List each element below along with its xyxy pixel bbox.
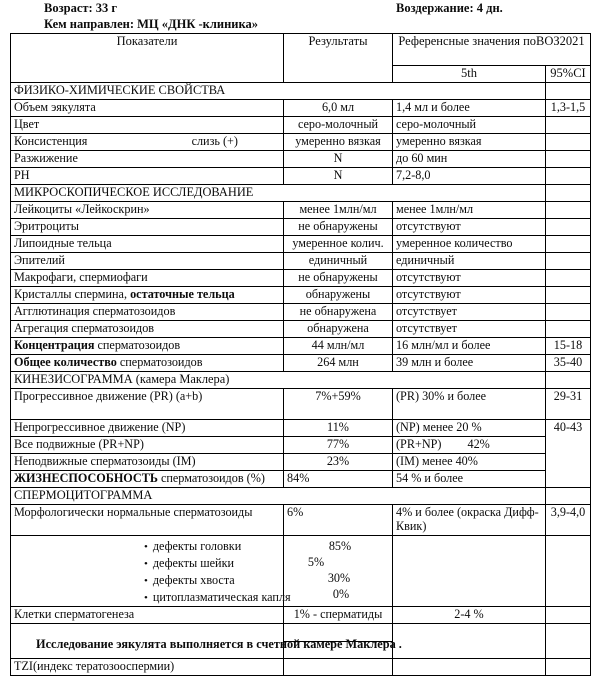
row-ref-morphology: 4% и более (окраска Дифф- Квик) (393, 505, 546, 536)
section-title-physchem: ФИЗИКО-ХИМИЧЕСКИЕ СВОЙСТВА (11, 83, 546, 100)
defects-list (14, 538, 291, 606)
row-ref-liquefaction: до 60 мин (393, 151, 546, 168)
row-ci-leukocytes (546, 202, 591, 219)
row-ci-color (546, 117, 591, 134)
section-row-microscopy (11, 185, 591, 202)
list-item-value: 85% (328, 539, 352, 553)
row-label-consistency (11, 134, 284, 151)
row-label-viability (11, 471, 284, 488)
row-label-aggregation: Агрегация сперматозоидов (11, 321, 284, 338)
section-kinesiogram-ci-cell (546, 372, 591, 389)
table-row (11, 304, 591, 321)
row-ref-all-motile-b: 42% (467, 437, 490, 451)
row-result-color: серо-молочный (284, 117, 393, 134)
row-ref-ph: 7,2-8,0 (393, 168, 546, 185)
row-ref-erythrocytes: отсутствуют (393, 219, 546, 236)
defects-values-list (284, 536, 393, 607)
row-ref-consistency: умеренно вязкая (393, 134, 546, 151)
section-row-physchem (11, 83, 591, 100)
row-label-leukocytes: Лейкоциты «Лейкоскрин» (11, 202, 284, 219)
abstinence-period: Воздержание: 4 дн. (396, 1, 503, 15)
row-result-concentration: 44 млн/мл (284, 338, 393, 355)
defects-ci-cell (546, 536, 591, 607)
row-result-macrophages: не обнаружены (284, 270, 393, 287)
row-result-lipoid: умеренное колич. (284, 236, 393, 253)
row-label-nonprogressive: Непрогрессивное движение (NP) (11, 420, 284, 437)
table-row (11, 607, 591, 624)
referring-clinic: Кем направлен: МЦ «ДНК -клиника» (44, 17, 259, 31)
row-ref-tzi (393, 659, 546, 676)
table-row (11, 236, 591, 253)
table-row (11, 100, 591, 117)
section-title-microscopy: МИКРОСКОПИЧЕСКОЕ ИССЛЕДОВАНИЕ (11, 185, 546, 202)
row-ref-all-motile-a: (PR+NP) (396, 437, 442, 451)
row-label-lipoid: Липоидные тельца (11, 236, 284, 253)
row-ref-progressive: (PR) 30% и более (393, 389, 546, 420)
header-line-2 (0, 16, 616, 32)
section-microscopy-ci-cell (546, 185, 591, 202)
row-result-epithelium: единичный (284, 253, 393, 270)
row-label-viability-plain: сперматозоидов (%) (157, 471, 265, 485)
row-label-crystals (11, 287, 284, 304)
row-ci-liquefaction (546, 151, 591, 168)
blank-ref-cell (393, 624, 546, 659)
row-result-spermatogenesis: 1% - сперматиды (284, 607, 393, 624)
table-row (11, 287, 591, 304)
row-ci-morphology: 3,9-4,0 (546, 505, 591, 536)
row-ref-aggregation: отсутствует (393, 321, 546, 338)
spermogram-table-wrapper (10, 33, 590, 676)
row-label-total-count (11, 355, 284, 372)
list-item: • цитоплазматическая капля (14, 589, 280, 606)
row-label-consistency-note: слизь (+) (191, 134, 238, 148)
column-header-reference: Референсные значения поВОЗ2021 (393, 34, 591, 66)
row-label-all-motile: Все подвижные (PR+NP) (11, 437, 284, 454)
row-label-concentration-bold: Концентрация (14, 338, 95, 352)
row-label-volume: Объем эякулята (11, 100, 284, 117)
row-ci-ph (546, 168, 591, 185)
row-result-erythrocytes: не обнаружены (284, 219, 393, 236)
row-result-consistency: умеренно вязкая (284, 134, 393, 151)
row-ref-leukocytes: менее 1млн/мл (393, 202, 546, 219)
row-ci-erythrocytes (546, 219, 591, 236)
row-ref-concentration: 16 млн/мл и более (393, 338, 546, 355)
row-ci-consistency (546, 134, 591, 151)
section-spermocytogram-ci-cell (546, 488, 591, 505)
table-row (11, 454, 591, 471)
row-label-epithelium: Эпителий (11, 253, 284, 270)
row-ci-volume: 1,3-1,5 (546, 100, 591, 117)
table-row (11, 321, 591, 338)
spermogram-table (10, 33, 591, 676)
header-line-1 (0, 0, 616, 16)
table-row-defects (11, 536, 591, 607)
defects-ref-cell (393, 536, 546, 607)
row-ref-nonprogressive: (NP) менее 20 % (393, 420, 546, 437)
row-label-consistency-text: Консистенция (14, 134, 88, 148)
row-result-progressive: 7%+59% (284, 389, 393, 420)
row-result-nonprogressive: 11% (284, 420, 393, 437)
row-ref-spermatogenesis: 2-4 % (393, 607, 546, 624)
list-item: • дефекты хвоста (14, 572, 280, 589)
row-ci-spermatogenesis (546, 607, 591, 624)
row-ci-tzi (546, 659, 591, 676)
row-ref-epithelium: единичный (393, 253, 546, 270)
table-row (11, 253, 591, 270)
row-ci-macrophages (546, 270, 591, 287)
row-label-morphology: Морфологически нормальные сперматозоиды (11, 505, 284, 536)
row-ci-lipoid (546, 236, 591, 253)
section-row-kinesiogram (11, 372, 591, 389)
row-ci-motility-group: 40-43 (546, 420, 591, 488)
row-result-crystals: обнаружены (284, 287, 393, 304)
table-row (11, 420, 591, 437)
column-header-results: Результаты (284, 34, 393, 83)
table-row (11, 134, 591, 151)
column-header-5th: 5th (393, 66, 546, 83)
row-ref-total-count: 39 млн и более (393, 355, 546, 372)
table-row (11, 389, 591, 420)
row-label-total-count-bold: Общее количество (14, 355, 117, 369)
row-label-erythrocytes: Эритроциты (11, 219, 284, 236)
table-row (11, 270, 591, 287)
row-ref-color: серо-молочный (393, 117, 546, 134)
row-ci-epithelium (546, 253, 591, 270)
row-label-ph: PH (11, 168, 284, 185)
row-label-macrophages: Макрофаги, спермиофаги (11, 270, 284, 287)
column-header-95ci: 95%CI (546, 66, 591, 83)
row-label-spermatogenesis: Клетки сперматогенеза (11, 607, 284, 624)
defects-label-list (11, 536, 291, 607)
row-ci-progressive: 29-31 (546, 389, 591, 420)
row-result-morphology: 6% (284, 505, 393, 536)
row-result-liquefaction: N (284, 151, 393, 168)
patient-age: Возраст: 33 г (44, 1, 118, 15)
section-title-spermocytogram: СПЕРМОЦИТОГРАММА (11, 488, 546, 505)
row-label-crystals-plain: Кристаллы спермина, (14, 287, 131, 301)
row-result-tzi (284, 659, 393, 676)
row-ref-agglutination: отсутствует (393, 304, 546, 321)
table-row-tzi (11, 659, 591, 676)
list-item: • дефекты шейки (14, 555, 280, 572)
table-row (11, 202, 591, 219)
row-ci-aggregation (546, 321, 591, 338)
row-result-volume: 6,0 мл (284, 100, 393, 117)
row-result-viability: 84% (284, 471, 393, 488)
row-ref-viability: 54 % и более (393, 471, 546, 488)
row-label-immotile: Неподвижные сперматозоиды (IM) (11, 454, 284, 471)
table-row (11, 151, 591, 168)
row-ref-immotile: (IM) менее 40% (393, 454, 546, 471)
row-ci-crystals (546, 287, 591, 304)
row-result-leukocytes: менее 1млн/мл (284, 202, 393, 219)
row-label-progressive: Прогрессивное движение (PR) (a+b) (11, 389, 284, 420)
row-ref-lipoid: умеренное количество (393, 236, 546, 253)
row-ref-crystals: отсутствуют (393, 287, 546, 304)
row-label-concentration-plain: сперматозоидов (94, 338, 181, 352)
table-header-row (11, 34, 591, 66)
table-row (11, 355, 591, 372)
section-title-kinesiogram: КИНЕЗИСОГРАММА (камера Маклера) (11, 372, 546, 389)
section-row-spermocytogram (11, 488, 591, 505)
table-row (11, 117, 591, 134)
row-ci-agglutination (546, 304, 591, 321)
table-row (11, 219, 591, 236)
defects-values (287, 538, 389, 602)
row-ref-macrophages: отсутствуют (393, 270, 546, 287)
row-result-total-count: 264 млн (284, 355, 393, 372)
list-item: • дефекты головки (14, 538, 280, 555)
row-ci-total-count: 35-40 (546, 355, 591, 372)
row-result-aggregation: обнаружена (284, 321, 393, 338)
row-label-crystals-bold: остаточные тельца (130, 287, 235, 301)
row-result-agglutination: не обнаружена (284, 304, 393, 321)
table-row (11, 338, 591, 355)
row-ref-all-motile (393, 437, 546, 454)
row-label-tzi: TZI(индекс тератозооспермии) (11, 659, 284, 676)
column-header-indicators: Показатели (11, 34, 284, 83)
section-physchem-ci-cell (546, 83, 591, 100)
list-item-value: 0% (332, 587, 350, 601)
table-row (11, 505, 591, 536)
row-ref-volume: 1,4 мл и более (393, 100, 546, 117)
list-item-value: 30% (327, 571, 351, 585)
row-label-viability-bold: ЖИЗНЕСПОСОБНОСТЬ (14, 471, 158, 485)
row-result-ph: N (284, 168, 393, 185)
row-label-total-count-plain: сперматозоидов (116, 355, 203, 369)
table-row (11, 437, 591, 454)
table-row (11, 471, 591, 488)
footer-note: Исследование эякулята выполняется в счетной камере Маклера . (36, 637, 402, 651)
row-ci-concentration: 15-18 (546, 338, 591, 355)
list-item-value: 5% (307, 555, 325, 569)
row-label-agglutination: Агглютинация сперматозоидов (11, 304, 284, 321)
row-label-color: Цвет (11, 117, 284, 134)
table-row (11, 168, 591, 185)
row-result-all-motile: 77% (284, 437, 393, 454)
blank-ci-cell (546, 624, 591, 659)
row-label-liquefaction: Разжижение (11, 151, 284, 168)
row-label-concentration (11, 338, 284, 355)
patient-header (0, 0, 616, 32)
row-result-immotile: 23% (284, 454, 393, 471)
